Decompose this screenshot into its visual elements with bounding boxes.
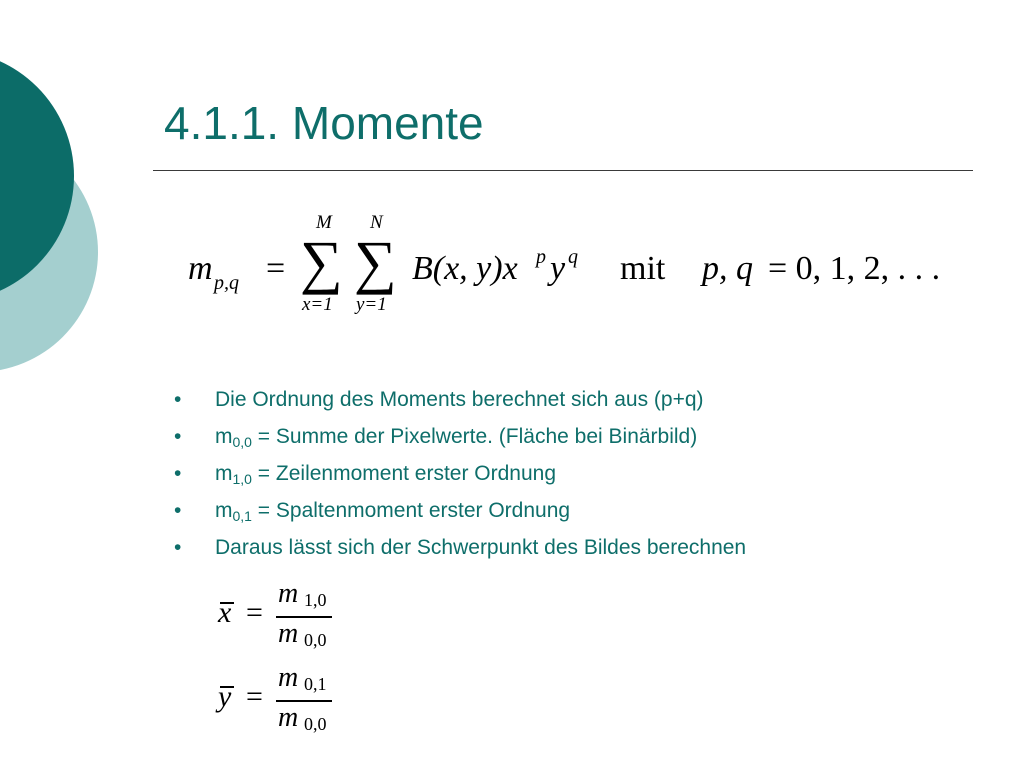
centroid-x-denominator-symbol: m [278, 618, 299, 649]
bullet-text: = Spaltenmoment erster Ordnung [251, 499, 571, 522]
formula-equals: = [266, 250, 286, 287]
bullet-subscript: 0,0 [232, 434, 252, 450]
bullet-symbol: m [215, 499, 233, 522]
centroid-y-denominator-symbol: m [278, 702, 299, 733]
centroid-y-numerator-subscript: 0,1 [304, 674, 327, 694]
bullet-marker: • [174, 499, 182, 522]
centroid-y-equals: = [246, 680, 263, 713]
bullet-list [174, 385, 746, 570]
moment-formula [186, 210, 956, 320]
sum1-sigma: ∑ [300, 229, 343, 295]
bullet-item-m10 [174, 459, 746, 496]
bullet-item-order [174, 385, 746, 422]
bullet-text: Daraus lässt sich der Schwerpunkt des Bildes berechnen [215, 536, 747, 559]
centroid-x-numerator-subscript: 1,0 [304, 590, 327, 610]
slide-title: 4.1.1. Momente [164, 97, 484, 149]
centroid-x-formula [214, 578, 354, 656]
bullet-text: Die Ordnung des Moments berechnet sich aus (p+q) [215, 388, 704, 411]
bullet-text: = Zeilenmoment erster Ordnung [251, 462, 557, 485]
formula-condition-values: = 0, 1, 2, . . . [768, 250, 941, 287]
formula-exponent-p: p [536, 246, 546, 268]
centroid-y-formula [214, 662, 354, 740]
formula-lhs-symbol: m [188, 250, 213, 287]
formula-summand: B(x, y)x [412, 250, 518, 287]
bullet-symbol: m [215, 425, 233, 448]
bullet-subscript: 1,0 [232, 471, 252, 487]
centroid-x-equals: = [246, 596, 263, 629]
formula-y-variable: y [550, 250, 566, 287]
sum1-upper-limit: M [316, 212, 332, 233]
bullet-item-m01 [174, 496, 746, 533]
sum2-lower-limit: y=1 [356, 294, 387, 315]
formula-condition-vars: p, q [702, 250, 753, 287]
centroid-x-denominator-subscript: 0,0 [304, 630, 327, 650]
title-divider [153, 170, 973, 171]
bullet-subscript: 0,1 [232, 508, 252, 524]
sum2-sigma: ∑ [354, 229, 397, 295]
bullet-symbol: m [215, 462, 233, 485]
sum1-lower-limit: x=1 [302, 294, 333, 315]
formula-lhs-subscript: p,q [214, 272, 239, 294]
formula-exponent-q: q [568, 246, 578, 268]
bullet-item-m00 [174, 422, 746, 459]
sum2-upper-limit: N [370, 212, 383, 233]
bullet-item-centroid [174, 533, 746, 570]
bullet-marker: • [174, 462, 182, 485]
centroid-y-variable: y [218, 680, 232, 713]
decorative-circles [0, 0, 110, 410]
bullet-marker: • [174, 388, 182, 411]
formula-mit: mit [620, 250, 666, 287]
centroid-x-numerator-symbol: m [278, 578, 299, 609]
bullet-marker: • [174, 536, 182, 559]
centroid-x-variable: x [218, 596, 232, 629]
centroid-y-numerator-symbol: m [278, 662, 299, 693]
centroid-y-denominator-subscript: 0,0 [304, 714, 327, 734]
bullet-text: = Summe der Pixelwerte. (Fläche bei Binärbild) [251, 425, 698, 448]
bullet-marker: • [174, 425, 182, 448]
